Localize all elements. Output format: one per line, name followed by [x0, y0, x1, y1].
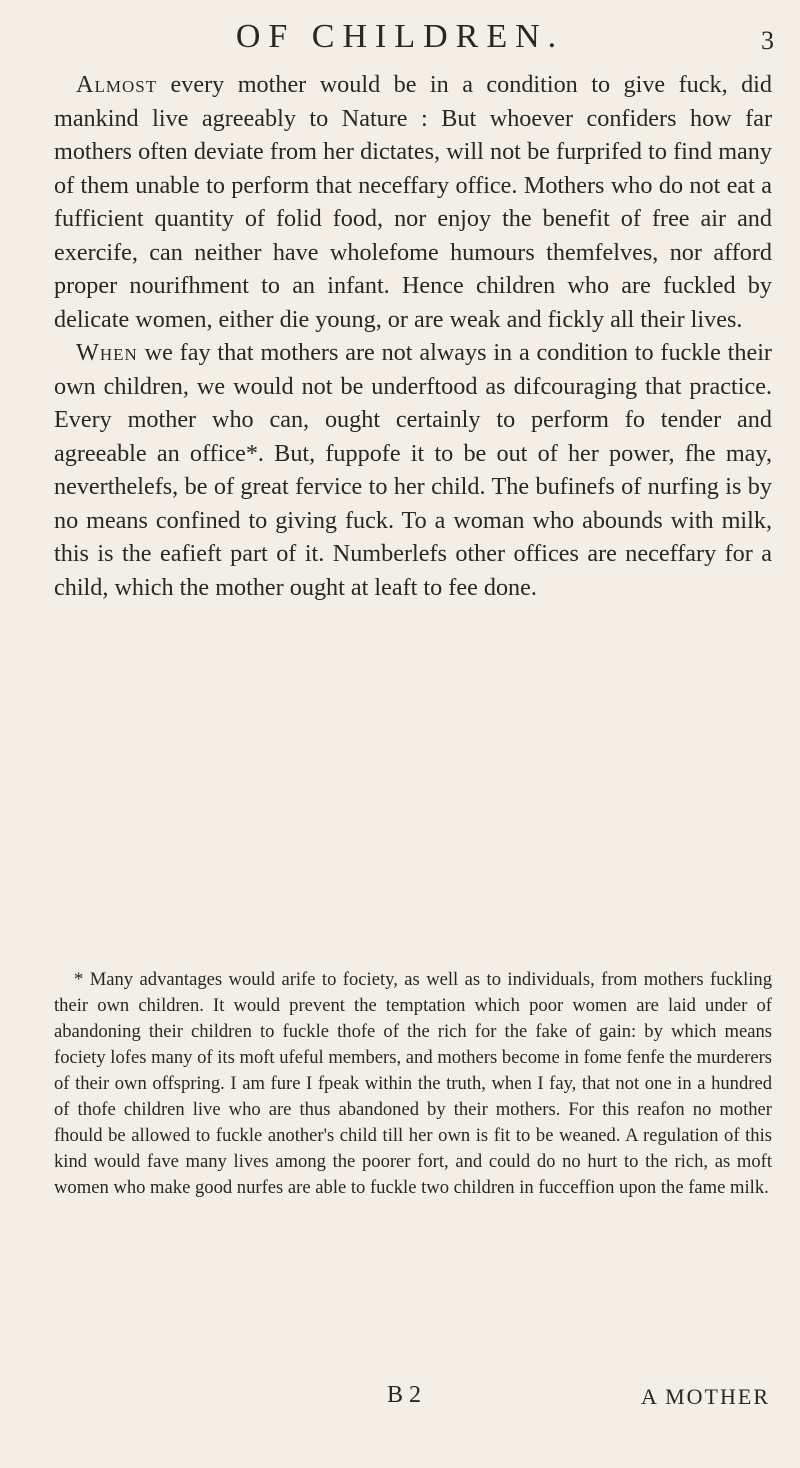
footnote — [54, 967, 772, 1201]
paragraph-1 — [54, 68, 772, 336]
signature-mark: B 2 — [387, 1382, 422, 1408]
paragraph-2-lead: When — [76, 339, 138, 366]
main-text — [54, 68, 772, 604]
paragraph-1-text: every mother would be in a condition to give fuck, did mankind live agreeably to Nature : But whoever confiders how far mothers often deviate from her dictates, will not be furprifed to find many of them unable to perform that neceffary office. Mothers who do not eat a fufficient quantity of folid food, nor enjoy the benefit of free air and exercife, can neither have wholefome humours themfelves, nor afford proper nourifhment to an infant. Hence children who are fuckled by delicate women, either die young, or are weak and fickly all their lives. — [54, 71, 772, 333]
paragraph-1-lead: Almost — [76, 71, 158, 98]
paragraph-2-text: we fay that mothers are not always in a condition to fuckle their own children, we would not be underftood as difcouraging that practice. Every mother who can, ought certainly to perform fo tender and agreeable an office*. But, fuppofe it to be out of her power, fhe may, neverthelefs, be of great fervice to her child. The bufinefs of nurfing is by no means confined to giving fuck. To a woman who abounds with milk, this is the eafieft part of it. Numberlefs other offices are neceffary for a child, which the mother ought at leaft to fee done. — [54, 339, 772, 601]
catchword: A MOTHER — [640, 1384, 770, 1409]
page-number: 3 — [761, 26, 774, 55]
footnote-text: * Many advantages would arife to fociety, as well as to individuals, from mothers fuckling their own children. It would prevent the temptation which poor women are laid under of abandoning their children to fuckle thofe of the rich for the fake of gain: by which means fociety lofes many of its moft ufeful members, and mothers become in fome fenfe the murderers of their own offspring. I am fure I fpeak within the truth, when I fay, that not one in a hundred of thofe children live who are thus abandoned by their mothers. For this reafon no mother fhould be allowed to fuckle another's child till her own is fit to be weaned. A regulation of this kind would fave many lives among the poorer fort, and could do no hurt to the rich, as moft women who make good nurfes are able to fuckle two children in fucceffion upon the fame milk. — [54, 969, 772, 1198]
page-footer — [0, 1382, 800, 1418]
page-header — [0, 18, 800, 58]
running-head: OF CHILDREN. — [235, 18, 565, 55]
paragraph-2 — [54, 336, 772, 604]
